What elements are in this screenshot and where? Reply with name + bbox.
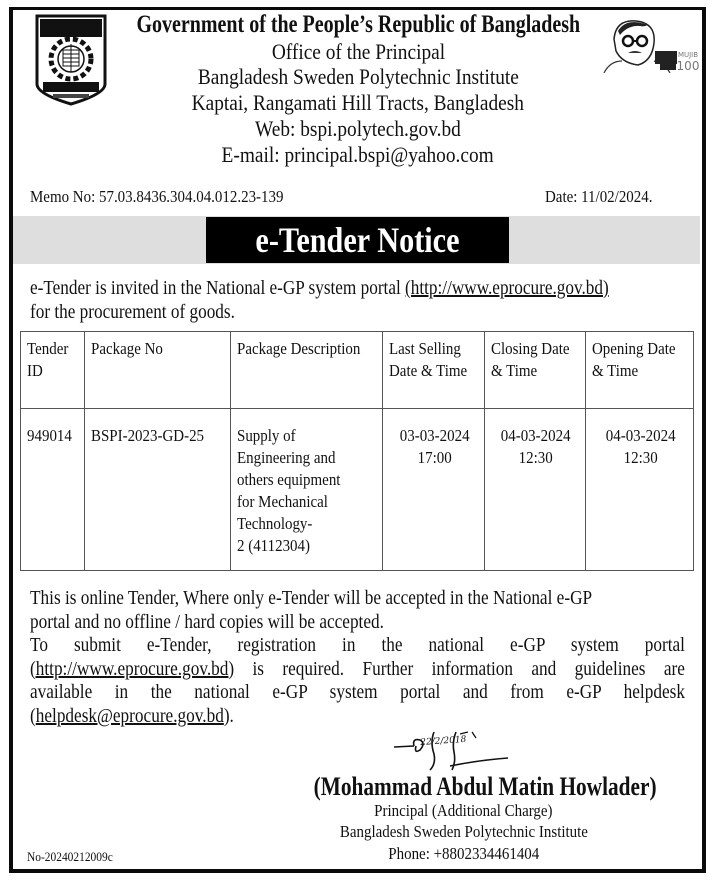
cell-closing: [485, 409, 586, 571]
tender-id-value: 949014: [27, 426, 72, 445]
header-closing: [485, 332, 586, 409]
description-line: others equipment: [237, 470, 341, 489]
government-title-text: Government of the People’s Republic of Bangladesh: [136, 11, 580, 38]
table-header-row: [21, 332, 694, 409]
package-no-value: BSPI-2023-GD-25: [91, 426, 205, 445]
signature-date: 22/2/2018: [420, 734, 467, 748]
header-text: & Time: [592, 361, 639, 380]
portrait-badge-top: MUJIB: [677, 51, 699, 59]
memo-date: [545, 187, 667, 207]
header-last-selling: [383, 332, 485, 409]
paren-close: ).: [223, 704, 234, 727]
email-line: [0, 142, 716, 168]
eprocure-link[interactable]: (http://www.eprocure.gov.bd): [405, 277, 609, 299]
header-text: Package No: [91, 339, 163, 358]
instructions-line-3: To submit e-Tender, registration in the national e-GP system portal: [30, 634, 685, 656]
description-line: for Mechanical: [237, 492, 329, 511]
web-line: [0, 116, 716, 142]
instructions-line-5: available in the national e-GP system portal and from e-GP helpdesk: [30, 681, 685, 703]
header-package-no: [85, 332, 231, 409]
header-text: Package Description: [237, 339, 361, 358]
cell-opening: [586, 409, 694, 571]
description-line: 2 (4112304): [237, 536, 311, 555]
signatory-name-text: (Mohammad Abdul Matin Howlader): [313, 772, 657, 801]
signatory-institute: [276, 822, 651, 842]
cell-tender-id: [21, 409, 85, 571]
office-text: Office of the Principal: [271, 39, 445, 64]
instructions-line-6: [30, 705, 685, 729]
last-selling-date: 03-03-2024: [399, 426, 470, 445]
office-line: [0, 39, 716, 65]
signatory-name: [276, 772, 657, 802]
opening-time: 12:30: [623, 448, 658, 467]
memo-number: [30, 187, 318, 207]
header-text: ID: [27, 361, 43, 380]
closing-time: 12:30: [518, 448, 553, 467]
header-text: & Time: [491, 361, 538, 380]
signatory-title: [276, 801, 651, 821]
cell-package-no: [85, 409, 231, 571]
memo-date-text: Date: 11/02/2024.: [545, 187, 653, 206]
header-text: Closing Date: [491, 339, 570, 358]
instructions: [30, 587, 685, 728]
last-selling-time: 17:00: [417, 448, 452, 467]
helpdesk-email-link[interactable]: helpdesk@eprocure.gov.bd: [35, 704, 224, 727]
intro-line-1: [30, 277, 703, 300]
notice-title: [206, 217, 509, 263]
eprocure-link-2[interactable]: (http://www.eprocure.gov.bd): [30, 657, 235, 680]
instructions-line-4-text: is required. Further information and guidelines are: [234, 657, 685, 680]
institute-line: [0, 64, 716, 90]
instructions-line-4: [30, 658, 685, 682]
instructions-line-2: portal and no offline / hard copies will be accepted.: [30, 610, 384, 633]
email-text: E-mail: principal.bspi@yahoo.com: [221, 142, 495, 167]
address-text: Kaptai, Rangamati Hill Tracts, Bangladesh: [191, 90, 525, 115]
government-title: [0, 11, 716, 39]
header-text: Opening Date: [592, 339, 676, 358]
signatory-phone: [276, 844, 651, 864]
header-text: Tender: [27, 339, 69, 358]
opening-date: 04-03-2024: [605, 426, 676, 445]
signatory-institute-text: Bangladesh Sweden Polytechnic Institute: [339, 822, 588, 841]
closing-date: 04-03-2024: [500, 426, 571, 445]
header-text: Date & Time: [389, 361, 468, 380]
header-opening: [586, 332, 694, 409]
portrait-badge-bottom: 100: [676, 59, 700, 73]
header-text: Last Selling: [389, 339, 462, 358]
paren-open: (: [30, 704, 36, 727]
reference-number: [27, 849, 125, 865]
cell-description: [231, 409, 383, 571]
intro-text-after: for the procurement of goods.: [30, 301, 235, 323]
tender-table: [20, 331, 694, 571]
notice-title-text: e-Tender Notice: [255, 220, 460, 260]
description-line: Engineering and: [237, 448, 336, 467]
instructions-line-1: This is online Tender, Where only e-Tender will be accepted in the National e-GP: [30, 587, 593, 609]
intro-text: e-Tender is invited in the National e-GP system portal: [30, 277, 406, 299]
signatory-title-text: Principal (Additional Charge): [374, 801, 553, 820]
institute-text: Bangladesh Sweden Polytechnic Institute: [197, 64, 519, 89]
cell-last-selling: [383, 409, 485, 571]
description-line: Technology-: [237, 514, 313, 533]
header-tender-id: [21, 332, 85, 409]
web-text: Web: bspi.polytech.gov.bd: [255, 116, 461, 141]
table-row: [21, 409, 694, 571]
reference-number-text: No-20240212009c: [27, 849, 113, 864]
signatory-phone-text: Phone: +8802334461404: [388, 844, 539, 863]
description-line: Supply of: [237, 426, 296, 445]
intro-line-2: [30, 301, 268, 324]
address-line: [0, 90, 716, 116]
memo-number-text: Memo No: 57.03.8436.304.04.012.23-139: [30, 187, 284, 206]
header-package-description: [231, 332, 383, 409]
